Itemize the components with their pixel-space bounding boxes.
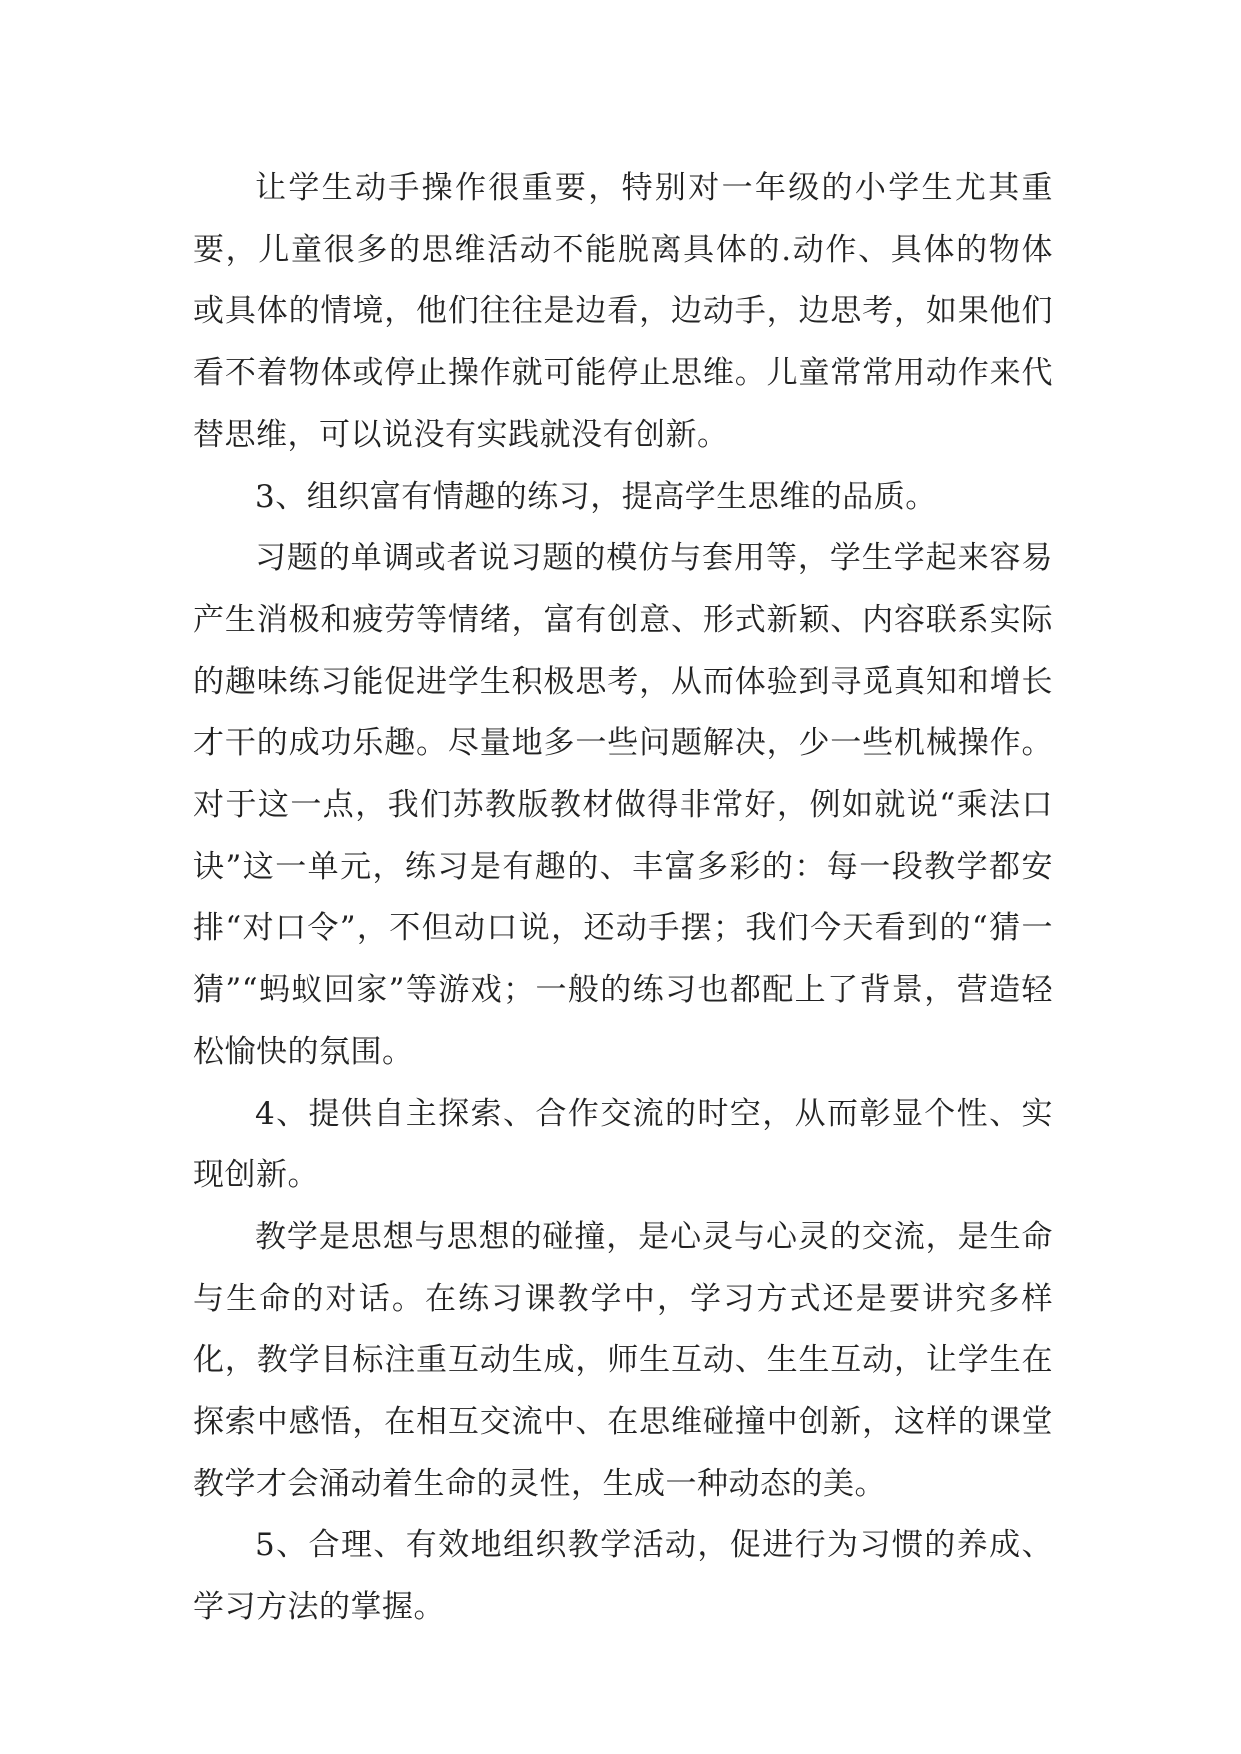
paragraph-hands-on-operation: 让学生动手操作很重要，特别对一年级的小学生尤其重要，儿童很多的思维活动不能脱离具体的.动作、具体的物体或具体的情境，他们往往是边看，边动手，边思考，如果他们看不着物体或停止操作就可能停止思维。儿童常常用动作来代替思维，可以说没有实践就没有创新。 <box>193 170 1053 453</box>
paragraph-heading-5: 5、合理、有效地组织教学活动，促进行为习惯的养成、学习方法的掌握。 <box>193 1527 1053 1626</box>
document-body <box>193 158 1053 1639</box>
paragraph-heading-4: 4、提供自主探索、合作交流的时空，从而彰显个性、实现创新。 <box>193 1095 1053 1194</box>
paragraph-heading-3: 3、组织富有情趣的练习，提高学生思维的品质。 <box>255 478 937 515</box>
paragraph-interesting-exercises: 习题的单调或者说习题的模仿与套用等，学生学起来容易产生消极和疲劳等情绪，富有创意、形式新颖、内容联系实际的趣味练习能促进学生积极思考，从而体验到寻觅真知和增长才干的成功乐趣。尽量地多一些问题解决，少一些机械操作。对于这一点，我们苏教版教材做得非常好，例如就说“乘法口诀”这一单元，练习是有趣的、丰富多彩的：每一段教学都安排“对口令”，不但动口说，还动手摆；我们今天看到的“猜一猜”“蚂蚁回家”等游戏；一般的练习也都配上了背景，营造轻松愉快的氛围。 <box>193 540 1053 1070</box>
paragraph-teaching-dialogue: 教学是思想与思想的碰撞，是心灵与心灵的交流，是生命与生命的对话。在练习课教学中，学习方式还是要讲究多样化，教学目标注重互动生成，师生互动、生生互动，让学生在探索中感悟，在相互交流中、在思维碰撞中创新，这样的课堂教学才会涌动着生命的灵性，生成一种动态的美。 <box>193 1218 1053 1502</box>
